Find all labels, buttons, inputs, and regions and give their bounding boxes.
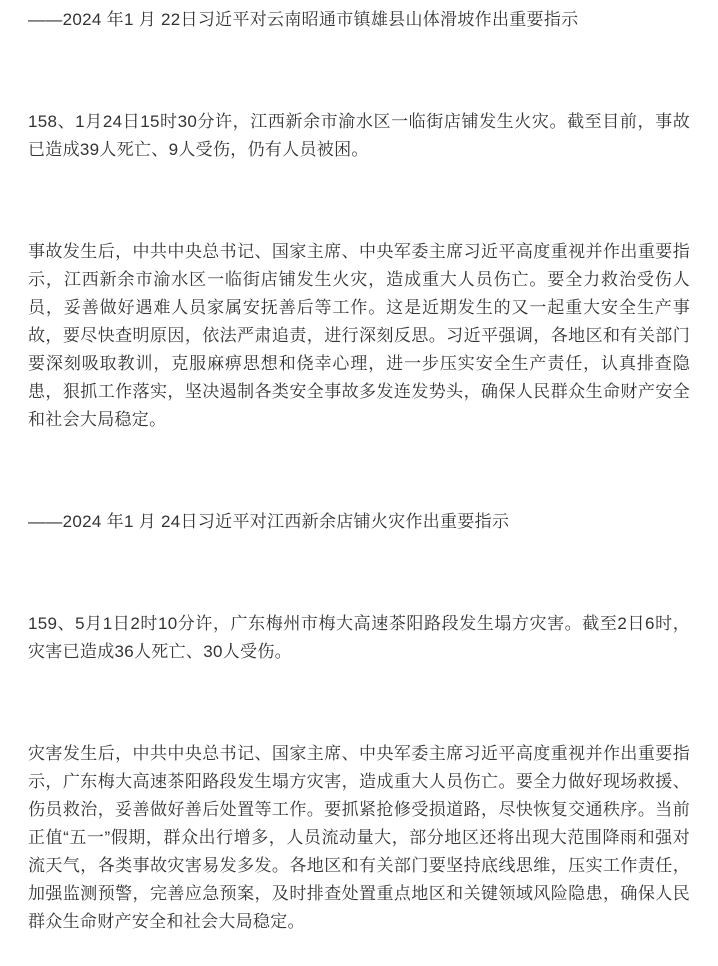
incident-158-fire-paragraph: 158、1月24日15时30分许，江西新余市渝水区一临街店铺发生火灾。截至目前，事故已造成39人死亡、9人受伤，仍有人员被困。 [28, 112, 690, 159]
directive-158-fire-paragraph: 事故发生后，中共中央总书记、国家主席、中央军委主席习近平高度重视并作出重要指示，江西新余市渝水区一临街店铺发生火灾，造成重大人员伤亡。要全力救治受伤人员，妥善做好遇难人员家属安抚善后等工作。这是近期发生的又一起重大安全生产事故，要尽快查明原因，依法严肃追责，进行深刻反思。习近平强调，各地区和有关部门要深刻吸取教训，克服麻痹思想和侥幸心理，进一步压实安全生产责任，认真排查隐患，狠抓工作落实，坚决遏制各类安全事故多发连发势头，确保人民群众生命财产安全和社会大局稳定。 [28, 242, 690, 429]
attribution-landslide-directive: ——2024 年1 月 22日习近平对云南昭通市镇雄县山体滑坡作出重要指示 [28, 10, 579, 29]
directive-159-collapse-paragraph: 灾害发生后，中共中央总书记、国家主席、中央军委主席习近平高度重视并作出重要指示，广东梅大高速茶阳路段发生塌方灾害，造成重大人员伤亡。要全力做好现场救援、伤员救治，妥善做好善后处置等工作。要抓紧抢修受损道路，尽快恢复交通秩序。当前正值“五一”假期，群众出行增多，人员流动量大，部分地区还将出现大范围降雨和强对流天气，各类事故灾害易发多发。各地区和有关部门要坚持底线思维，压实工作责任，加强监测预警，完善应急预案，及时排查处置重点地区和关键领域风险隐患，确保人民群众生命财产安全和社会大局稳定。 [28, 744, 690, 931]
incident-159-collapse-paragraph: 159、5月1日2时10分许，广东梅州市梅大高速茶阳路段发生塌方灾害。截至2日6时，灾害已造成36人死亡、30人受伤。 [28, 614, 690, 661]
attribution-fire-directive: ——2024 年1 月 24日习近平对江西新余店铺火灾作出重要指示 [28, 512, 510, 531]
